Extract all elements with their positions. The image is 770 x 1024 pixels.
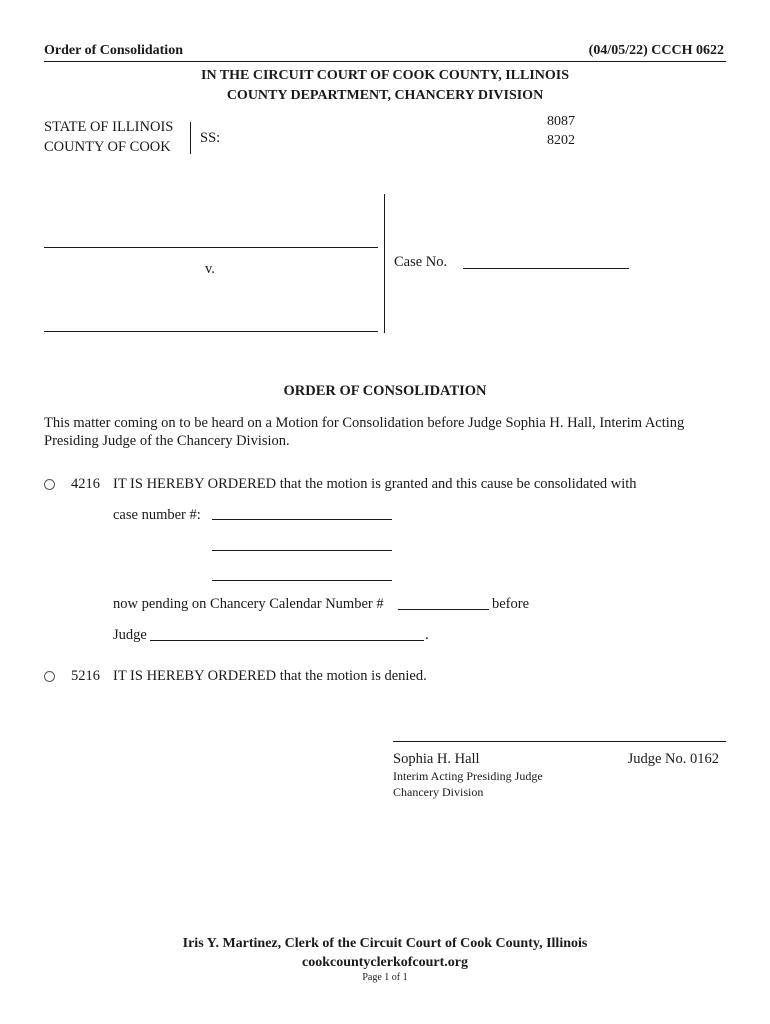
signer-title: Interim Acting Presiding Judge [393,769,543,783]
defendant-field[interactable] [44,331,378,332]
case-number-label: case number #: [113,507,201,523]
denied-ordered: IT IS HEREBY ORDERED [113,668,277,684]
case-number-field-2[interactable] [212,550,392,551]
versus-label: v. [205,261,215,277]
footer-page: Page 1 of 1 [362,972,408,983]
case-no-label: Case No. [394,254,448,270]
venue-code-1: 8087 [547,114,575,129]
denied-radio[interactable] [44,671,55,682]
pending-label: now pending on Chancery Calendar Number # [113,596,384,612]
order-title: ORDER OF CONSOLIDATION [283,383,487,399]
judge-label: Judge [113,627,147,643]
venue-state: STATE OF ILLINOIS [44,119,174,135]
venue-code-2: 8202 [547,133,575,148]
court-title: IN THE CIRCUIT COURT OF COOK COUNTY, ILLINOIS [201,68,569,83]
calendar-number-field[interactable] [398,609,489,610]
footer-website[interactable]: cookcountyclerkofcourt.org [301,955,469,970]
plaintiff-field[interactable] [44,247,378,248]
intro-line-1: This matter coming on to be heard on a Motion for Consolidation before Judge Sophia H. Hall, Interim Acting [44,415,685,431]
denied-text [113,668,427,685]
granted-radio[interactable] [44,479,55,490]
form-name: Order of Consolidation [44,43,183,58]
venue-bracket [190,122,191,154]
footer-clerk: Iris Y. Martinez, Clerk of the Circuit Court of Cook County, Illinois [182,936,588,951]
granted-text [113,476,637,493]
caption-divider [384,194,385,333]
denied-code: 5216 [71,668,100,684]
granted-body: that the motion is granted and this cause be consolidated with [279,476,637,492]
judge-number: Judge No. 0162 [627,751,719,767]
venue-ss: SS: [200,130,221,146]
signer-name: Sophia H. Hall [393,751,480,767]
judge-period: . [425,627,429,643]
header-rule [44,61,726,62]
signature-line[interactable] [393,741,726,742]
denied-body: that the motion is denied. [279,668,427,684]
judge-field[interactable] [150,640,424,641]
granted-code: 4216 [71,476,100,492]
intro-line-2: Presiding Judge of the Chancery Division. [44,433,290,449]
venue-county: COUNTY OF COOK [44,139,171,155]
granted-ordered: IT IS HEREBY ORDERED [113,476,277,492]
signer-division: Chancery Division [393,785,484,799]
form-code: (04/05/22) CCCH 0622 [588,43,724,58]
case-number-field-1[interactable] [212,519,392,520]
case-number-field-3[interactable] [212,580,392,581]
before-label: before [492,596,530,612]
court-division: COUNTY DEPARTMENT, CHANCERY DIVISION [226,88,544,103]
case-no-field[interactable] [463,268,629,269]
